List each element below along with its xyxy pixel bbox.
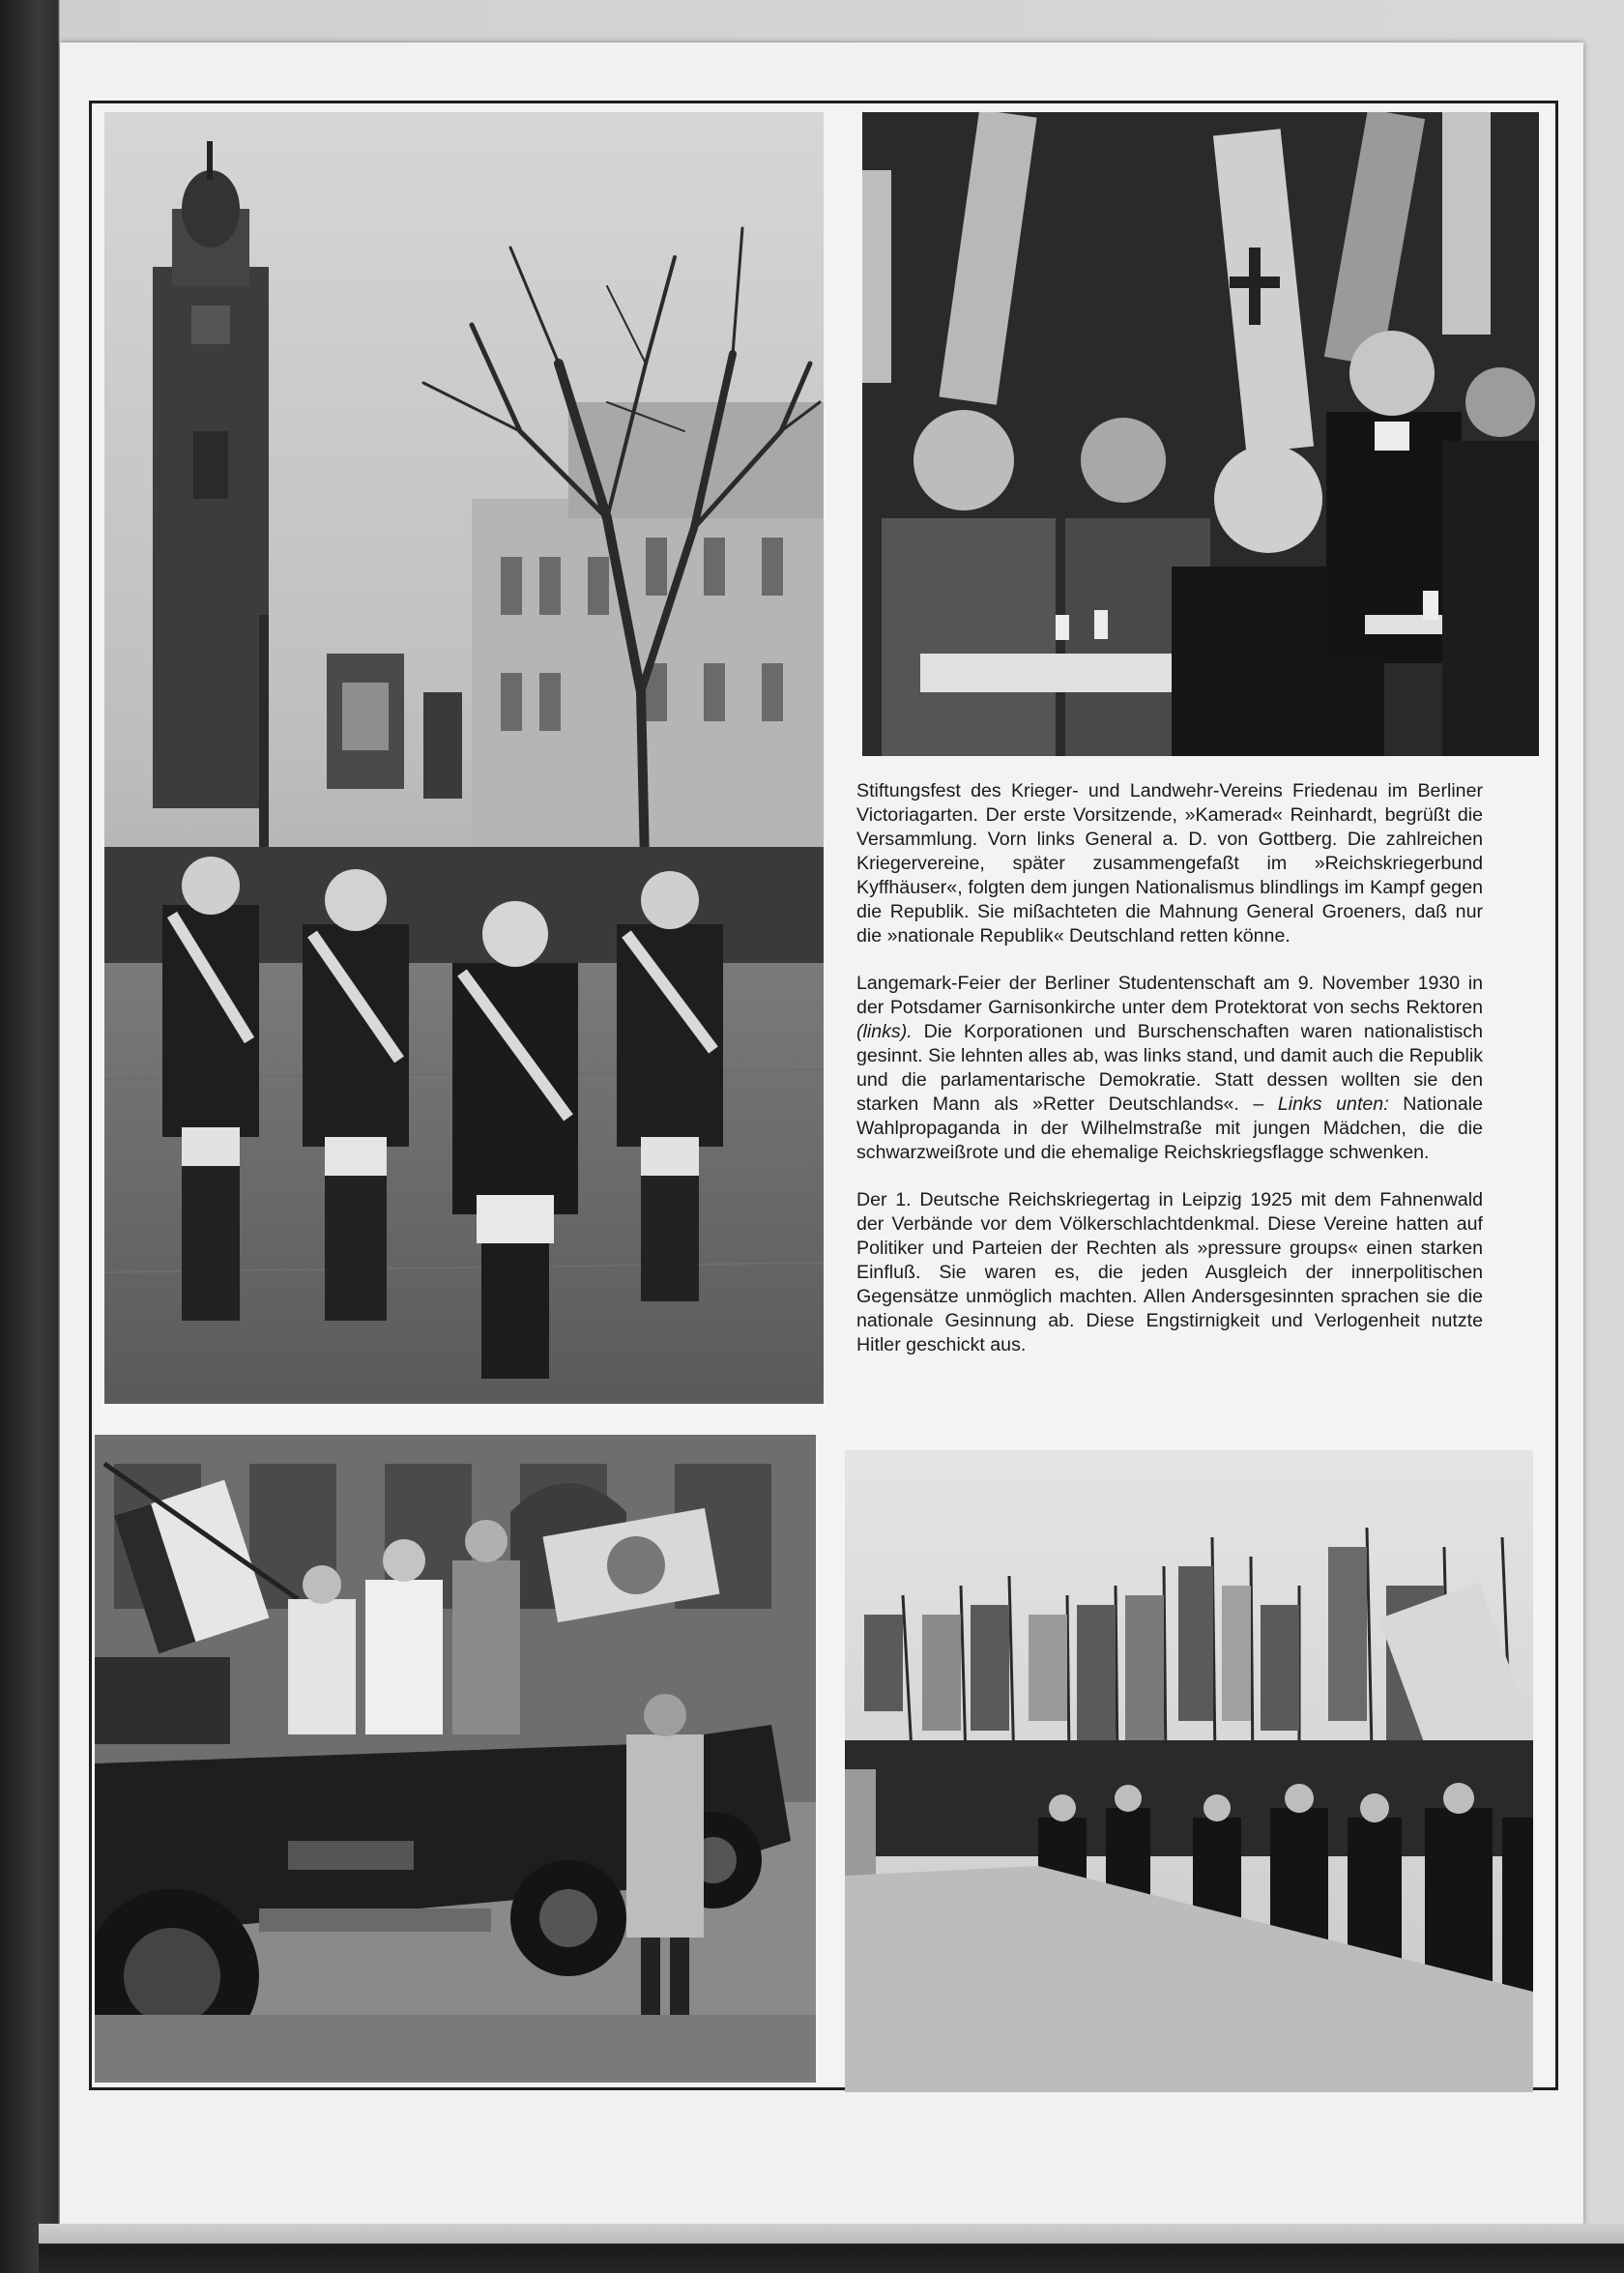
photo-stiftungsfest-banquet-image: [862, 112, 1539, 756]
caption-reichskriegertag: Der 1. Deutsche Reichskriegertag in Leipzig 1925 mit dem Fahnenwald der Verbände vor dem Völkerschlachtdenkmal. Diese Vereine hatten auf Politiker und Parteien der Rechten als »pressure groups« einen starken Einfluß. Sie waren es, die jeden Ausgleich der innerpolitischen Gegensätze unmöglich machten. Allen Andersgesinnten sprachen sie die nationale Gesinnung ab. Diese Engstirnigkeit und Verlogenheit nutzte Hitler geschickt aus.: [856, 1189, 1483, 1355]
photo-wilhelmstrasse-propaganda-image: [95, 1435, 816, 2083]
caption-langemark-text-3: Nationale Wahlpropaganda in der Wilhelmstraße mit jungen Mädchen, die die schwarzweißrote und die ehemalige Reichskriegsflagge schwenken.: [856, 1093, 1483, 1163]
caption-langemark-text-1: Langemark-Feier der Berliner Studentenschaft am 9. November 1930 in der Potsdamer Garnisonkirche unter dem Protektorat von sechs Rektoren: [856, 973, 1483, 1018]
photo-wilhelmstrasse-propaganda: [95, 1435, 816, 2083]
photo-reichskriegertag-leipzig: [845, 1450, 1533, 2092]
photo-langemark-students-image: [104, 112, 824, 1404]
caption-langemark-emphasis-2: Links unten:: [1277, 1093, 1389, 1115]
scanner-edge: [39, 2224, 1624, 2273]
caption-stiftungsfest: Stiftungsfest des Krieger- und Landwehr-Vereins Friedenau im Berliner Victoriagarten. Der erste Vorsitzende, »Kamerad« Reinhardt, begrüßt die Versammlung. Vorn links General a. D. von Gottberg. Die zahlreichen Kriegervereine, später zusammengefaßt im »Reichskriegerbund Kyffhäuser«, folgten dem jungen Nationalismus blindlings im Kampf gegen die Republik. Sie mißachteten die Mahnung General Groeners, daß nur die »nationale Republik« Deutschland retten könne.: [856, 780, 1483, 947]
photo-stiftungsfest-banquet: [862, 112, 1539, 756]
caption-langemark-text-2: Die Korporationen und Burschenschaften waren nationalistisch gesinnt. Sie lehnten alles ab, was links stand, und damit auch die Republik und die parlamentarische Demokratie. Statt dessen wollten sie den starken Mann als »Retter Deutschlands«. –: [856, 1021, 1483, 1115]
caption-langemark-emphasis-1: (links).: [856, 1021, 913, 1042]
caption-column: [856, 779, 1483, 1381]
photo-langemark-students: [104, 112, 824, 1404]
caption-langemark: [856, 972, 1483, 1165]
photo-reichskriegertag-leipzig-image: [845, 1450, 1533, 2092]
